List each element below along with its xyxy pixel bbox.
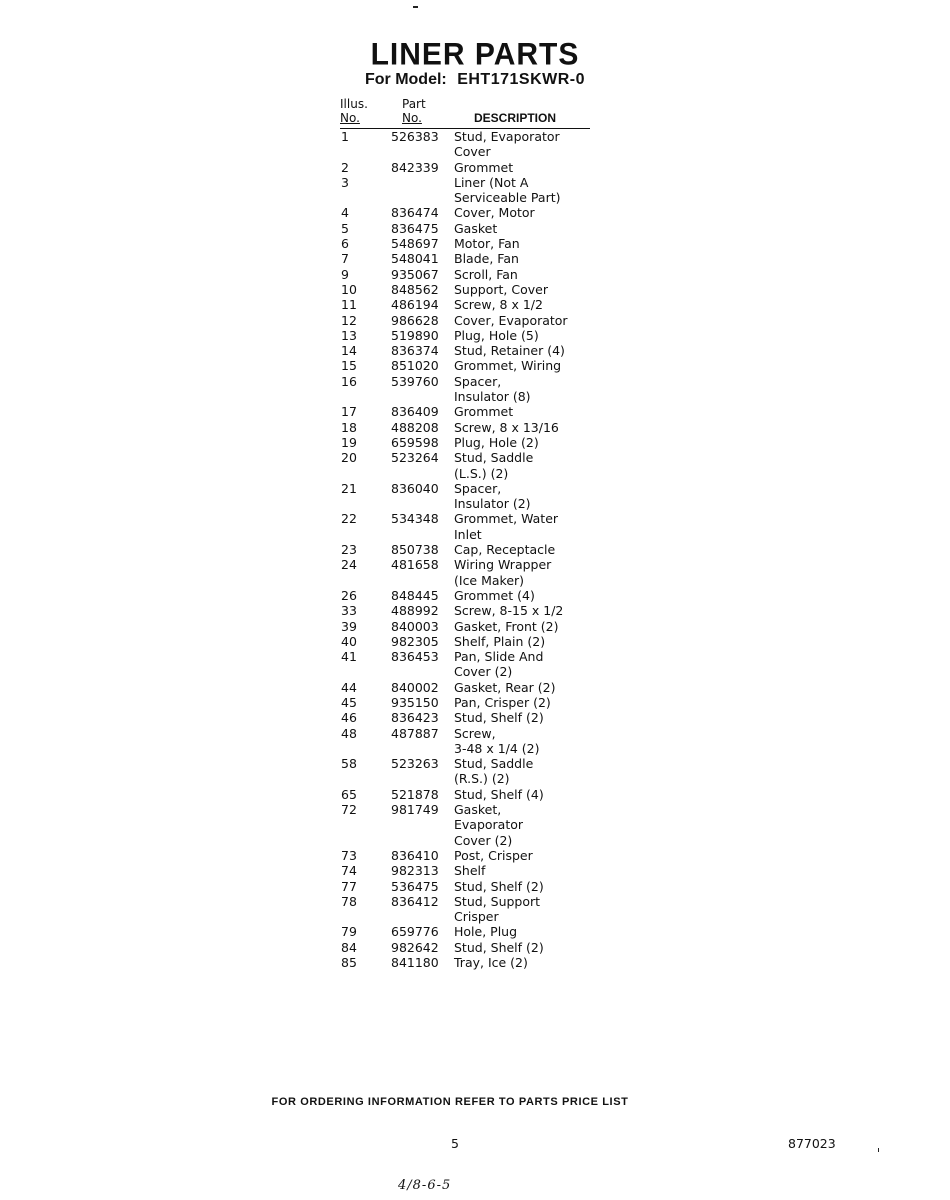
illus-no-cell: 22 bbox=[341, 511, 357, 527]
part-no-cell: 935150 bbox=[391, 694, 439, 710]
description-cell bbox=[454, 710, 591, 725]
part-no-header bbox=[402, 97, 442, 125]
description-cell bbox=[454, 450, 591, 481]
part-no-cell: 836412 bbox=[391, 893, 439, 909]
description-line: Crisper bbox=[454, 909, 499, 925]
part-no-cell: 982313 bbox=[391, 863, 439, 879]
description-line: Grommet bbox=[454, 404, 514, 420]
description-line: Stud, Support bbox=[454, 893, 541, 909]
illus-no-cell: 74 bbox=[341, 863, 357, 879]
description-line: Tray, Ice (2) bbox=[454, 955, 528, 971]
illus-no-header bbox=[340, 97, 380, 125]
part-no-cell: 836475 bbox=[391, 220, 439, 236]
table-row bbox=[340, 726, 590, 757]
description-line: Post, Crisper bbox=[454, 847, 533, 863]
description-line: Gasket, Rear (2) bbox=[454, 679, 556, 695]
table-row bbox=[340, 267, 590, 282]
part-no-cell: 521878 bbox=[391, 786, 439, 802]
illus-no-cell: 17 bbox=[341, 404, 357, 420]
part-no-cell: 526383 bbox=[391, 129, 439, 144]
part-no-cell: 836040 bbox=[391, 480, 439, 496]
description-line: Spacer, bbox=[454, 480, 502, 496]
description-cell bbox=[454, 205, 591, 220]
illus-no-cell: 9 bbox=[341, 266, 349, 282]
illus-no-cell: 23 bbox=[341, 542, 357, 558]
illus-no-cell: 2 bbox=[341, 159, 349, 175]
description-cell bbox=[454, 511, 591, 542]
description-line: Pan, Slide And bbox=[454, 649, 544, 665]
part-header-line1: Part bbox=[402, 97, 426, 111]
parts-table bbox=[340, 96, 590, 970]
part-no-cell: 840003 bbox=[391, 618, 439, 634]
part-no-cell: 487887 bbox=[391, 725, 439, 741]
description-line: Inlet bbox=[454, 526, 482, 542]
illus-no-cell: 7 bbox=[341, 251, 349, 267]
part-header-line2: No. bbox=[402, 111, 422, 125]
description-line: Evaporator bbox=[454, 817, 524, 833]
table-row bbox=[340, 863, 590, 878]
part-no-cell: 841180 bbox=[391, 955, 439, 971]
model-label: For Model: bbox=[364, 71, 447, 88]
part-no-cell: 982642 bbox=[391, 939, 439, 955]
description-cell bbox=[454, 863, 591, 878]
illus-no-cell: 10 bbox=[341, 281, 357, 297]
illus-no-cell: 18 bbox=[341, 419, 357, 435]
table-row bbox=[340, 420, 590, 435]
table-row bbox=[340, 619, 590, 634]
description-cell bbox=[454, 603, 591, 618]
description-cell bbox=[454, 940, 591, 955]
table-row bbox=[340, 205, 590, 220]
part-no-cell: 836410 bbox=[391, 847, 439, 863]
illus-no-cell: 79 bbox=[341, 924, 357, 940]
table-row bbox=[340, 481, 590, 512]
description-line: Motor, Fan bbox=[454, 236, 520, 252]
illus-no-cell: 16 bbox=[341, 373, 357, 389]
parts-table-body bbox=[340, 129, 590, 970]
description-line: Stud, Retainer (4) bbox=[454, 343, 565, 359]
table-row bbox=[340, 879, 590, 894]
description-cell bbox=[454, 695, 591, 710]
part-no-cell: 836453 bbox=[391, 649, 439, 665]
part-no-cell: 848445 bbox=[391, 587, 439, 603]
document-number: 877023 bbox=[788, 1136, 836, 1151]
handwritten-note: 4/8-6-5 bbox=[398, 1178, 452, 1193]
description-line: Stud, Shelf (2) bbox=[454, 878, 544, 894]
description-line: Cover (2) bbox=[454, 832, 513, 848]
description-cell bbox=[454, 175, 591, 206]
description-line: Support, Cover bbox=[454, 281, 548, 297]
illus-no-cell: 3 bbox=[341, 174, 349, 190]
description-cell bbox=[454, 542, 591, 557]
description-line: Stud, Shelf (4) bbox=[454, 786, 544, 802]
description-line: Cap, Receptacle bbox=[454, 542, 556, 558]
illus-header-line2: No. bbox=[340, 111, 360, 125]
part-no-cell: 659776 bbox=[391, 924, 439, 940]
description-cell bbox=[454, 588, 591, 603]
illus-header-line1: Illus. bbox=[340, 97, 368, 111]
illus-no-cell: 73 bbox=[341, 847, 357, 863]
description-line: 3-48 x 1/4 (2) bbox=[454, 740, 540, 756]
illus-no-cell: 5 bbox=[341, 220, 349, 236]
part-no-cell: 836374 bbox=[391, 343, 439, 359]
description-line: Stud, Saddle bbox=[454, 756, 534, 772]
description-line: Liner (Not A bbox=[454, 174, 529, 190]
table-row bbox=[340, 603, 590, 618]
table-row bbox=[340, 160, 590, 175]
description-line: Stud, Shelf (2) bbox=[454, 939, 544, 955]
part-no-cell: 836474 bbox=[391, 205, 439, 221]
illus-no-cell: 20 bbox=[341, 450, 357, 466]
part-no-cell: 488208 bbox=[391, 419, 439, 435]
description-line: Plug, Hole (2) bbox=[454, 434, 539, 450]
table-row bbox=[340, 358, 590, 373]
table-row bbox=[340, 695, 590, 710]
part-no-cell: 935067 bbox=[391, 266, 439, 282]
description-cell bbox=[454, 267, 591, 282]
part-no-cell: 523263 bbox=[391, 756, 439, 772]
table-row bbox=[340, 511, 590, 542]
table-row bbox=[340, 313, 590, 328]
model-number: EHT171SKWR-0 bbox=[457, 71, 586, 88]
description-cell bbox=[454, 236, 591, 251]
illus-no-cell: 78 bbox=[341, 893, 357, 909]
description-line: Grommet, Water bbox=[454, 511, 559, 527]
table-row bbox=[340, 680, 590, 695]
description-line: Gasket bbox=[454, 220, 498, 236]
table-row bbox=[340, 955, 590, 970]
illus-no-cell: 12 bbox=[341, 312, 357, 328]
description-line: Gasket, Front (2) bbox=[454, 618, 559, 634]
description-line: Insulator (8) bbox=[454, 389, 531, 405]
description-line: Cover, Evaporator bbox=[454, 312, 568, 328]
description-cell bbox=[454, 924, 591, 939]
description-cell bbox=[454, 420, 591, 435]
table-row bbox=[340, 588, 590, 603]
table-row bbox=[340, 557, 590, 588]
table-row bbox=[340, 343, 590, 358]
illus-no-cell: 21 bbox=[341, 480, 357, 496]
part-no-cell: 548697 bbox=[391, 236, 439, 252]
page-title: LINER PARTS bbox=[370, 37, 580, 72]
description-line: Grommet (4) bbox=[454, 587, 535, 603]
table-row bbox=[340, 787, 590, 802]
description-line: Wiring Wrapper bbox=[454, 557, 552, 573]
table-row bbox=[340, 175, 590, 206]
description-line: Shelf bbox=[454, 863, 486, 879]
description-line: Stud, Evaporator bbox=[454, 129, 560, 144]
illus-no-cell: 6 bbox=[341, 236, 349, 252]
description-cell bbox=[454, 619, 591, 634]
table-row bbox=[340, 404, 590, 419]
description-header: DESCRIPTION bbox=[474, 111, 557, 125]
part-no-cell bbox=[391, 175, 454, 206]
description-cell bbox=[454, 404, 591, 419]
description-cell bbox=[454, 894, 591, 925]
description-line: Insulator (2) bbox=[454, 496, 531, 512]
scan-speck bbox=[878, 1148, 879, 1152]
table-row bbox=[340, 710, 590, 725]
description-line: Cover, Motor bbox=[454, 205, 535, 221]
table-row bbox=[340, 251, 590, 266]
illus-no-cell: 72 bbox=[341, 802, 357, 818]
illus-no-cell: 48 bbox=[341, 725, 357, 741]
description-line: Grommet bbox=[454, 159, 514, 175]
description-line: Screw, 8-15 x 1/2 bbox=[454, 603, 564, 619]
illus-no-cell: 58 bbox=[341, 756, 357, 772]
part-no-cell: 539760 bbox=[391, 373, 439, 389]
description-line: Spacer, bbox=[454, 373, 502, 389]
description-cell bbox=[454, 358, 591, 373]
part-no-cell: 536475 bbox=[391, 878, 439, 894]
part-no-cell: 842339 bbox=[391, 159, 439, 175]
description-cell bbox=[454, 481, 591, 512]
table-row bbox=[340, 924, 590, 939]
description-cell bbox=[454, 374, 591, 405]
description-cell bbox=[454, 726, 591, 757]
description-cell bbox=[454, 313, 591, 328]
description-line: Screw, 8 x 13/16 bbox=[454, 419, 559, 435]
description-line: Scroll, Fan bbox=[454, 266, 518, 282]
illus-no-cell: 39 bbox=[341, 618, 357, 634]
description-cell bbox=[454, 802, 591, 848]
illus-no-cell: 45 bbox=[341, 694, 357, 710]
table-row bbox=[340, 894, 590, 925]
description-line: Plug, Hole (5) bbox=[454, 327, 539, 343]
description-line: Stud, Shelf (2) bbox=[454, 710, 544, 726]
part-no-cell: 548041 bbox=[391, 251, 439, 267]
table-row bbox=[340, 374, 590, 405]
table-row bbox=[340, 756, 590, 787]
part-no-cell: 481658 bbox=[391, 557, 439, 573]
description-line: Blade, Fan bbox=[454, 251, 519, 267]
scan-speck bbox=[413, 6, 418, 8]
description-cell bbox=[454, 756, 591, 787]
table-row bbox=[340, 129, 590, 160]
illus-no-cell: 1 bbox=[341, 129, 349, 144]
description-line: Gasket, bbox=[454, 802, 502, 818]
description-cell bbox=[454, 848, 591, 863]
illus-no-cell: 14 bbox=[341, 343, 357, 359]
part-no-cell: 840002 bbox=[391, 679, 439, 695]
description-line: Grommet, Wiring bbox=[454, 358, 562, 374]
description-cell bbox=[454, 557, 591, 588]
table-row bbox=[340, 542, 590, 557]
description-cell bbox=[454, 879, 591, 894]
description-cell bbox=[454, 634, 591, 649]
part-no-cell: 488992 bbox=[391, 603, 439, 619]
parts-table-header bbox=[340, 96, 590, 129]
table-row bbox=[340, 221, 590, 236]
table-row bbox=[340, 297, 590, 312]
description-cell bbox=[454, 955, 591, 970]
description-line: (L.S.) (2) bbox=[454, 465, 509, 481]
description-line: Cover (2) bbox=[454, 664, 513, 680]
description-cell bbox=[454, 129, 591, 160]
description-line: (R.S.) (2) bbox=[454, 771, 510, 787]
illus-no-cell: 41 bbox=[341, 649, 357, 665]
table-row bbox=[340, 450, 590, 481]
illus-no-cell: 33 bbox=[341, 603, 357, 619]
table-row bbox=[340, 802, 590, 848]
part-no-cell: 523264 bbox=[391, 450, 439, 466]
part-no-cell: 986628 bbox=[391, 312, 439, 328]
description-cell bbox=[454, 649, 591, 680]
illus-no-cell: 11 bbox=[341, 297, 357, 313]
description-line: Hole, Plug bbox=[454, 924, 518, 940]
description-cell bbox=[454, 680, 591, 695]
table-row bbox=[340, 848, 590, 863]
illus-no-cell: 15 bbox=[341, 358, 357, 374]
illus-no-cell: 13 bbox=[341, 327, 357, 343]
page-number: 5 bbox=[451, 1136, 459, 1151]
table-row bbox=[340, 328, 590, 343]
description-line: Shelf, Plain (2) bbox=[454, 633, 546, 649]
illus-no-cell: 24 bbox=[341, 557, 357, 573]
part-no-cell: 836423 bbox=[391, 710, 439, 726]
part-no-cell: 836409 bbox=[391, 404, 439, 420]
table-row bbox=[340, 236, 590, 251]
description-cell bbox=[454, 282, 591, 297]
part-no-cell: 848562 bbox=[391, 281, 439, 297]
illus-no-cell: 19 bbox=[341, 434, 357, 450]
description-line: Screw, bbox=[454, 725, 496, 741]
description-cell bbox=[454, 343, 591, 358]
table-row bbox=[340, 282, 590, 297]
table-row bbox=[340, 435, 590, 450]
part-no-cell: 982305 bbox=[391, 633, 439, 649]
description-line: (Ice Maker) bbox=[454, 572, 525, 588]
illus-no-cell: 44 bbox=[341, 679, 357, 695]
table-row bbox=[340, 649, 590, 680]
part-no-cell: 486194 bbox=[391, 297, 439, 313]
model-line bbox=[0, 70, 950, 90]
description-line: Cover bbox=[454, 144, 491, 160]
illus-no-cell: 4 bbox=[341, 205, 349, 221]
illus-no-cell: 65 bbox=[341, 786, 357, 802]
part-no-cell: 659598 bbox=[391, 434, 439, 450]
description-cell bbox=[454, 435, 591, 450]
description-line: Pan, Crisper (2) bbox=[454, 694, 551, 710]
description-cell bbox=[454, 251, 591, 266]
ordering-note: FOR ORDERING INFORMATION REFER TO PARTS PRICE LIST bbox=[271, 1096, 629, 1108]
description-line: Screw, 8 x 1/2 bbox=[454, 297, 543, 313]
illus-no-cell: 26 bbox=[341, 587, 357, 603]
description-cell bbox=[454, 160, 591, 175]
illus-no-cell: 77 bbox=[341, 878, 357, 894]
description-line: Serviceable Part) bbox=[454, 190, 561, 206]
part-no-cell: 519890 bbox=[391, 327, 439, 343]
part-no-cell: 850738 bbox=[391, 542, 439, 558]
description-cell bbox=[454, 297, 591, 312]
description-line: Stud, Saddle bbox=[454, 450, 534, 466]
part-no-cell: 981749 bbox=[391, 802, 439, 818]
description-cell bbox=[454, 221, 591, 236]
illus-no-cell: 84 bbox=[341, 939, 357, 955]
description-cell bbox=[454, 787, 591, 802]
part-no-cell: 534348 bbox=[391, 511, 439, 527]
table-row bbox=[340, 634, 590, 649]
illus-no-cell: 85 bbox=[341, 955, 357, 971]
description-cell bbox=[454, 328, 591, 343]
illus-no-cell: 46 bbox=[341, 710, 357, 726]
part-no-cell: 851020 bbox=[391, 358, 439, 374]
illus-no-cell: 40 bbox=[341, 633, 357, 649]
table-row bbox=[340, 940, 590, 955]
